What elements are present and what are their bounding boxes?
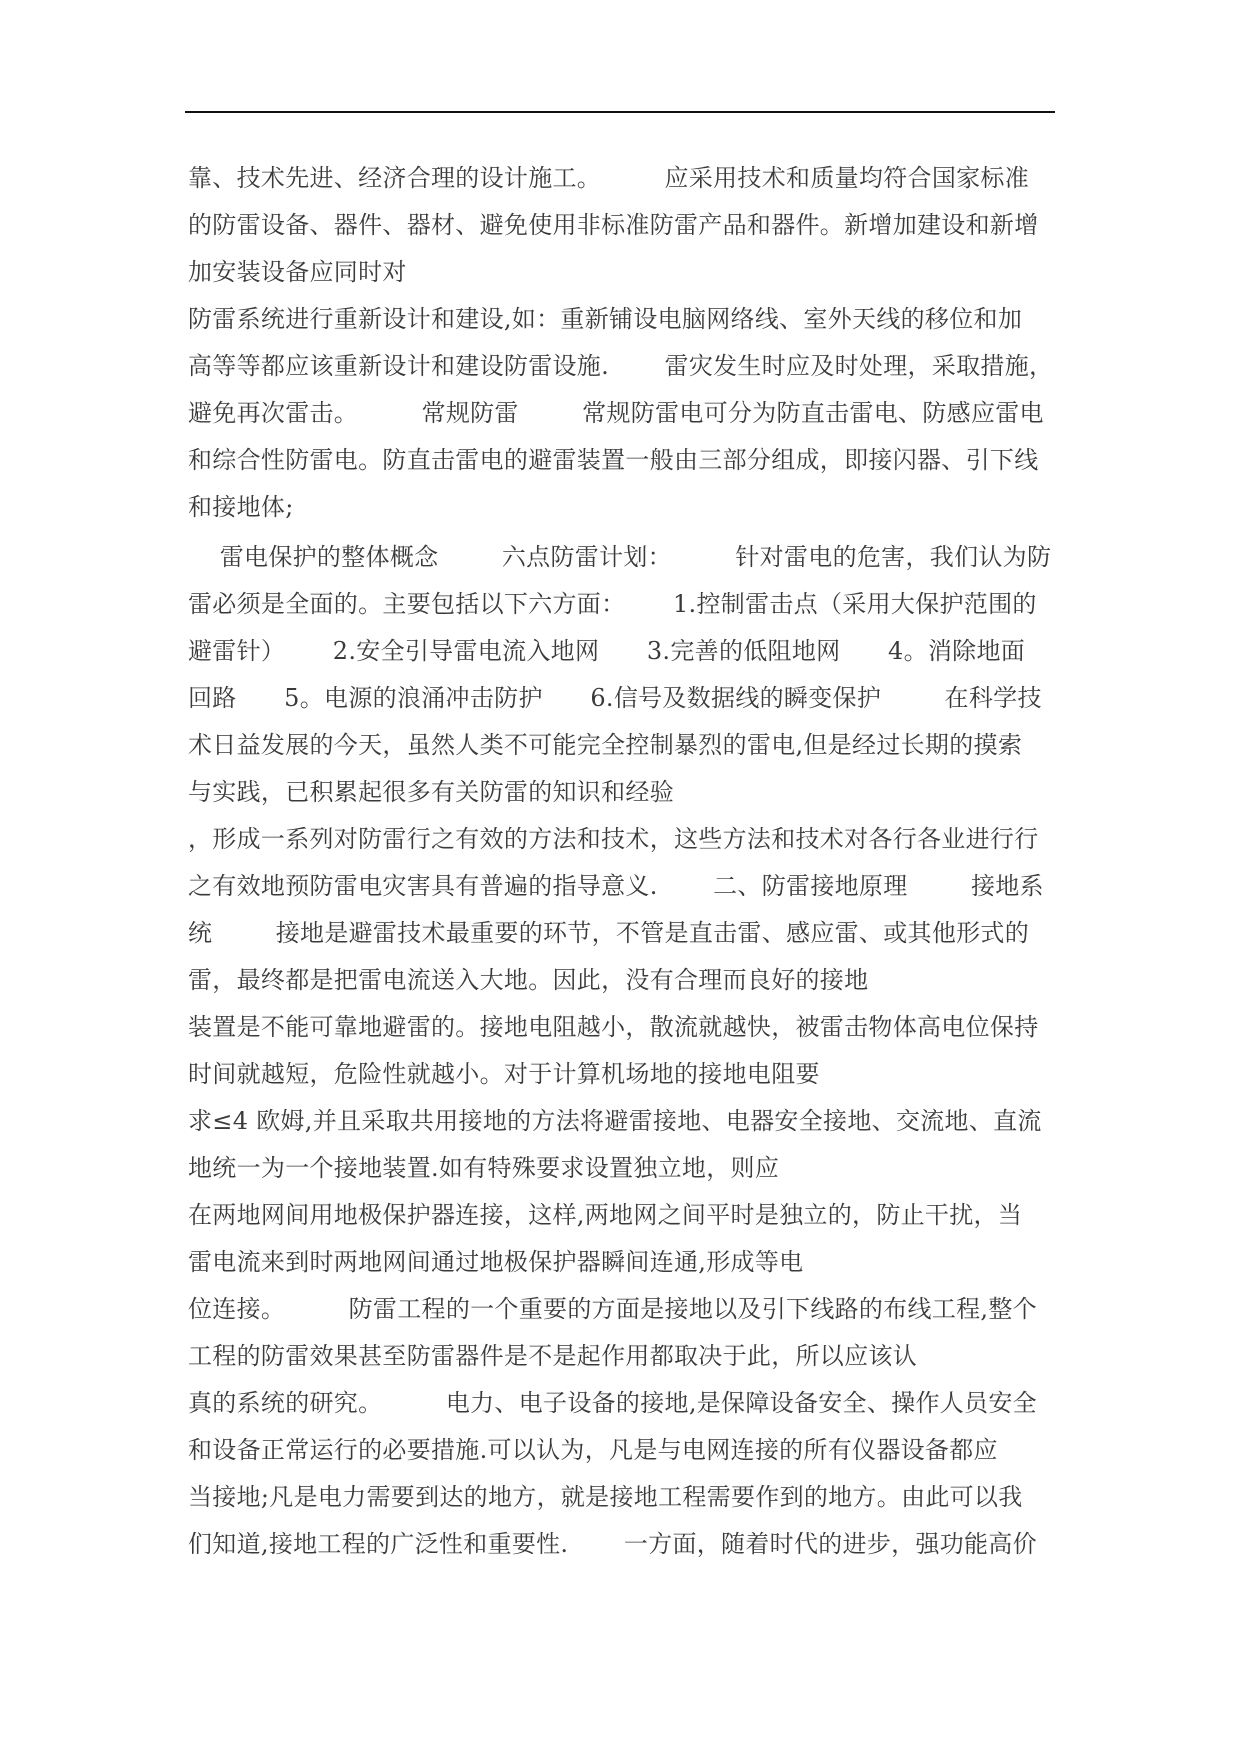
text-line: 工程的防雷效果甚至防雷器件是不是起作用都取决于此，所以应该认: [188, 1342, 917, 1370]
text-line: 靠、技术先进、经济合理的设计施工。 应采用技术和质量均符合国家标准: [188, 164, 1030, 192]
text-line: 高等等都应该重新设计和建设防雷设施. 雷灾发生时应及时处理，采取措施，: [188, 352, 1054, 380]
text-line: 的防雷设备、器件、器材、避免使用非标准防雷产品和器件。新增加建设和新增: [188, 211, 1039, 239]
text-line: 和综合性防雷电。防直击雷电的避雷装置一般由三部分组成，即接闪器、引下线: [188, 446, 1039, 474]
text-line: 雷，最终都是把雷电流送入大地。因此，没有合理而良好的接地: [188, 966, 869, 994]
text-line: 统 接地是避雷技术最重要的环节，不管是直击雷、感应雷、或其他形式的: [188, 919, 1030, 947]
text-line: 雷电流来到时两地网间通过地极保护器瞬间连通,形成等电: [188, 1248, 804, 1276]
text-line: 回路 5。电源的浪涌冲击防护 6.信号及数据线的瞬变保护 在科学技: [188, 684, 1042, 712]
text-line: 与实践，已积累起很多有关防雷的知识和经验: [188, 778, 674, 806]
text-line: 避免再次雷击。 常规防雷 常规防雷电可分为防直击雷电、防感应雷电: [188, 399, 1044, 427]
text-line: 位连接。 防雷工程的一个重要的方面是接地以及引下线路的布线工程,整个: [188, 1295, 1037, 1323]
text-line: 求≤4 欧姆,并且采取共用接地的方法将避雷接地、电器安全接地、交流地、直流: [188, 1107, 1042, 1135]
text-line: 地统一为一个接地装置.如有特殊要求设置独立地，则应: [188, 1154, 780, 1182]
text-line: 装置是不能可靠地避雷的。接地电阻越小，散流就越快，被雷击物体高电位保持: [188, 1013, 1039, 1041]
text-line: 加安装设备应同时对: [188, 258, 407, 286]
text-line: 雷电保护的整体概念 六点防雷计划： 针对雷电的危害，我们认为防: [188, 543, 1052, 571]
text-line: 之有效地预防雷电灾害具有普遍的指导意义. 二、防雷接地原理 接地系: [188, 872, 1044, 900]
text-line: ，形成一系列对防雷行之有效的方法和技术，这些方法和技术对各行各业进行行: [188, 825, 1039, 853]
text-line: 和设备正常运行的必要措施.可以认为，凡是与电网连接的所有仪器设备都应: [188, 1436, 998, 1464]
text-line: 真的系统的研究。 电力、电子设备的接地,是保障设备安全、操作人员安全: [188, 1389, 1037, 1417]
document-body: [188, 155, 1058, 1568]
text-line: 雷必须是全面的。主要包括以下六方面： 1.控制雷击点（采用大保护范围的: [188, 590, 1037, 618]
text-line: 在两地网间用地极保护器连接，这样,两地网之间平时是独立的，防止干扰，当: [188, 1201, 1023, 1229]
text-line: 们知道,接地工程的广泛性和重要性. 一方面，随着时代的进步，强功能高价: [188, 1530, 1037, 1558]
text-line: 避雷针） 2.安全引导雷电流入地网 3.完善的低阻地网 4。消除地面: [188, 637, 1026, 665]
text-line: 术日益发展的今天，虽然人类不可能完全控制暴烈的雷电,但是经过长期的摸索: [188, 731, 1023, 759]
text-line: 防雷系统进行重新设计和建设,如：重新铺设电脑网络线、室外天线的移位和加: [188, 305, 1023, 333]
text-line: 和接地体;: [188, 493, 294, 521]
text-line: 当接地;凡是电力需要到达的地方，就是接地工程需要作到的地方。由此可以我: [188, 1483, 1023, 1511]
header-rule: [185, 111, 1055, 113]
text-line: 时间就越短，危险性就越小。对于计算机场地的接地电阻要: [188, 1060, 820, 1088]
